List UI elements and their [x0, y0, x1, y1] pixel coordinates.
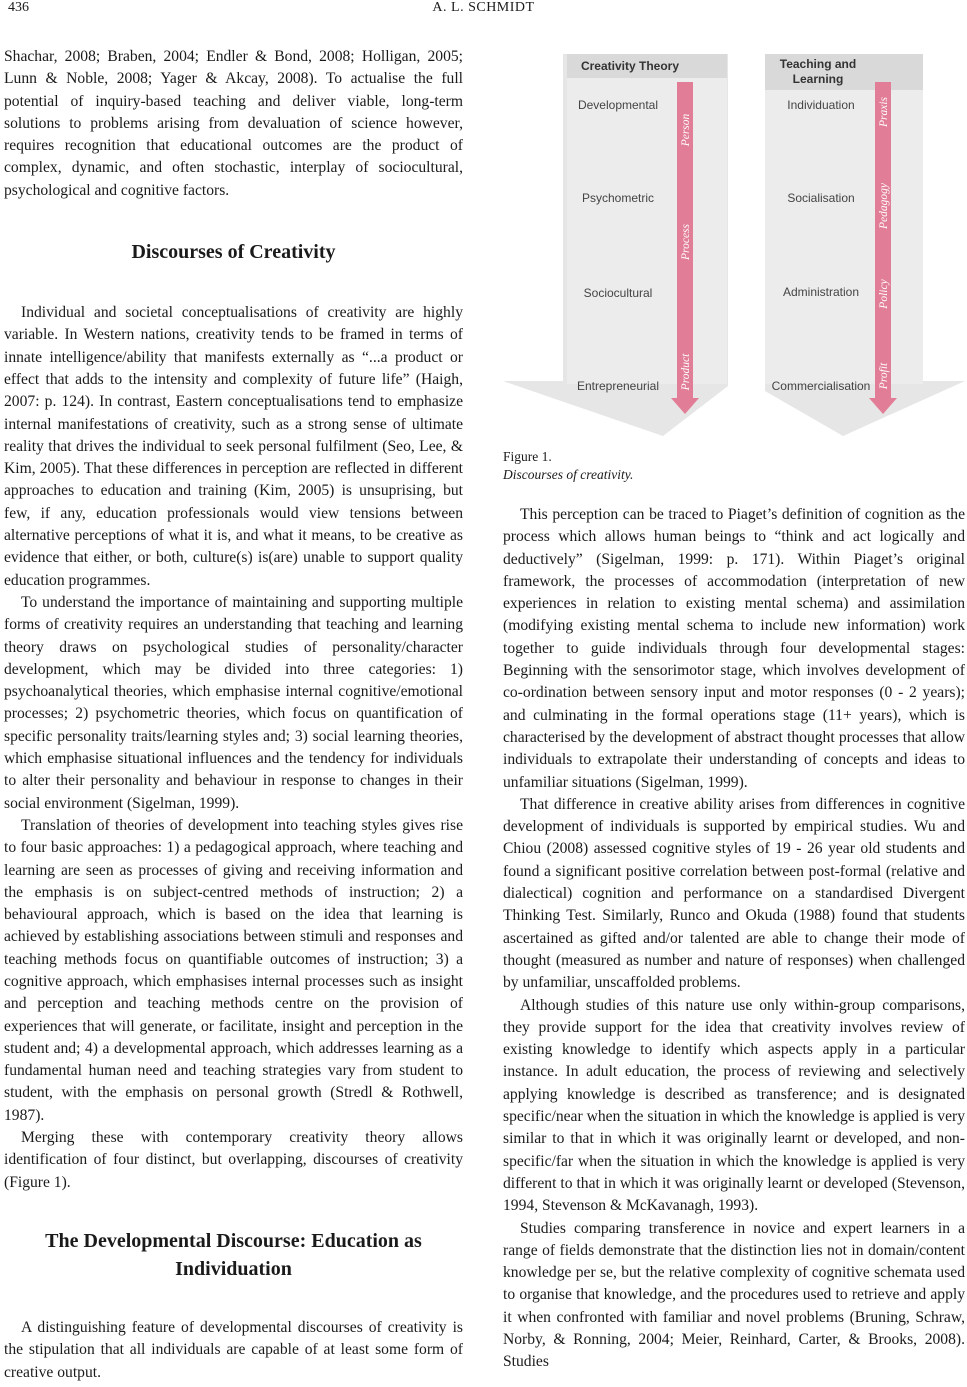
panel-title-line2: Learning: [792, 72, 844, 86]
paragraph: Translation of theories of development into teaching styles gives rise to four basic approaches: 1) a pedagogical approach, where teaching and learning are seen as processes of giving and receiving information and the emphasis is on subject-centred methods of instruction; 2) a behavioural approach, which is based on the idea that learning is achieved by establishing associations between stimuli and responses and teaching methods focus on quantifiable outcomes of instruction; 3) a cognitive approach, which emphasises internal processes such as insight and perception and teaching methods centre on the provision of experiences that will generate, or facilitate, insight and perception in the student and; 4) a developmental approach, which addresses learning as a fundamental human need and teaching strategies vary from student to student, with the emphasis on personal growth (Stredl & Rothwell, 1987).: [4, 816, 463, 1124]
teaching-item: Administration: [782, 285, 860, 299]
section-heading: The Developmental Discourse: Education as Individuation: [45, 1229, 422, 1280]
figure-title: Discourses of creativity.: [503, 467, 634, 482]
paragraph: Although studies of this nature use only within-group comparisons, they provide support for the idea that creativity involves review of existing knowledge to identify which aspects apply in a particular instance. In adult education, the process of reviewing and selectively applying knowledge is described as transference; and is designated specific/near when the situation in which the knowledge is applied is very similar to that in which it was originally learnt or developed, and non-specific/far when the situation in which the knowledge is applied is very different to that in which it was originally learnt or developed (Stevenson, 1994, Stevenson & McKavanagh, 1993).: [503, 996, 965, 1215]
paragraph: A distinguishing feature of developmental discourses of creativity is the stipulation that all individuals are capable of at least some form of creative output.: [4, 1318, 463, 1381]
teaching-item: Individuation: [787, 98, 855, 112]
running-head-author: A. L. SCHMIDT: [432, 0, 535, 15]
left-column: [4, 46, 463, 1384]
figure-1: [503, 46, 965, 446]
arrow-label: Profit: [878, 362, 890, 390]
teaching-item: Commercialisation: [771, 379, 871, 393]
section-heading: Discourses of Creativity: [131, 241, 336, 264]
arrow-label: Policy: [878, 279, 890, 309]
right-column: [503, 46, 965, 1374]
paragraph: Shachar, 2008; Braben, 2004; Endler & Bond, 2008; Holligan, 2005; Lunn & Noble, 2008; Yager & Akcay, 2008). To actualise the full potential of inquiry-based teaching and deliver viable, long-term solutions to problems arising from devaluation of science however, requires recognition that educational outcomes are the product of complex, dynamic, and often stochastic, interplay of sociocultural, psychological and cognitive factors.: [4, 48, 463, 199]
praxis-pedagogy-policy-profit-arrow: [875, 82, 891, 398]
paragraph: This perception can be traced to Piaget’s definition of cognition as the process which allows human beings to “think and act logically and deductively” (Sigelman, 1999: p. 171). Within Piaget’s original framework, the processes of accommodation (interpretation of new experiences in relation to existing mental schema) and assimilation (modifying existing mental schema to include new information) work together to guide individuals through four developmental stages: Beginning with the sensorimotor stage, which involves development of co-ordination between sensory input and motor responses (0 - 2 years); and culminating in the formal operations stage (11+ years), which is characterised by the development of abstract thought processes that allow individuals to extrapolate their understanding of concepts and ideas to unfamiliar situations (Sigelman, 1999).: [503, 506, 965, 791]
discourses-diagram: [503, 46, 965, 446]
running-head: [0, 0, 967, 20]
arrow-label: Process: [680, 224, 692, 260]
figure-caption: [503, 448, 965, 484]
paragraph: Merging these with contemporary creativity theory allows identification of four distinct, but overlapping, discourses of creativity (Figure 1).: [4, 1129, 463, 1191]
arrow-label: Praxis: [878, 96, 890, 128]
panel-title: Creativity Theory: [580, 59, 680, 73]
teaching-item: Socialisation: [787, 191, 855, 205]
arrow-label: Pedagogy: [878, 183, 890, 229]
figure-label: Figure 1.: [503, 449, 552, 464]
theory-item: Developmental: [577, 98, 659, 112]
paragraph: Studies comparing transference in novice and expert learners in a range of fields demonstrate that the distinction lies not in domain/content knowledge per se, but the relative complexity of cognitive schemata used to organise that knowledge, and the procedures used to retrieve and apply it when confronted with familiar and novel problems (Bruning, Schraw, Norby, & Ronning, 2004; Meier, Reinhard, Carter, & Brooks, 2008). Studies: [503, 1219, 965, 1371]
theory-item: Psychometric: [581, 191, 655, 205]
paragraph: That difference in creative ability arises from differences in cognitive development of individuals is supported by empirical studies. Wu and Chiou (2008) assessed cognitive styles of 19 - 26 year old students and found a significant positive correlation between post-formal (relative and dialectical) cognition and performance on a standardised Divergent Thinking Test. Similarly, Runco and Okuda (1988) found that students ascertained as gifted and/or talented are able to change their mode of thought (measured as number and nature of responses) when challenged by unfamiliar, unscaffolded problems.: [503, 795, 965, 992]
arrow-label: Product: [680, 353, 692, 391]
theory-item: Sociocultural: [583, 286, 653, 300]
paragraph: To understand the importance of maintaining and supporting multiple forms of creativity requires an understanding that teaching and learning theory draws on psychological studies of personality/character development, which may be divided into three categories: 1) psychoanalytical theories, which emphasise internal cognitive/emotional processes; 2) psychometric theories, which focus on quantification of specific personality traits/learning styles and; 3) social learning theories, which emphasise situational influences and the tendency for individuals to alter their personality and behaviour in response to changes in their social environment (Sigelman, 1999).: [4, 593, 463, 812]
arrow-label: Person: [680, 113, 692, 147]
theory-item: Entrepreneurial: [576, 379, 660, 393]
paragraph: Individual and societal conceptualisations of creativity are highly variable. In Western nations, creativity tends to be framed in terms of innate intelligence/ability that manifests externally as “...a product or effect that adds to the intensity and complexity of future life” (Haigh, 2007: p. 124). In contrast, Eastern conceptualisations tend to emphasize internal manifestations of creativity, such as a strong sense of ultimate reality that drives the individual to seek personal fulfilment (Seo, Lee, & Kim, 2005). That these differences in perception are reflected in different approaches to education and training (Kim, 2005) is unsuprising, but few, if any, education professionals would view tensions between alternative perceptions of what it is, and what it means, to be creative as evidence that either, or both, culture(s) is(are) unable to support quality education programmes.: [4, 304, 463, 589]
page-number: 436: [8, 0, 29, 15]
panel-title-line1: Teaching and: [779, 57, 857, 71]
